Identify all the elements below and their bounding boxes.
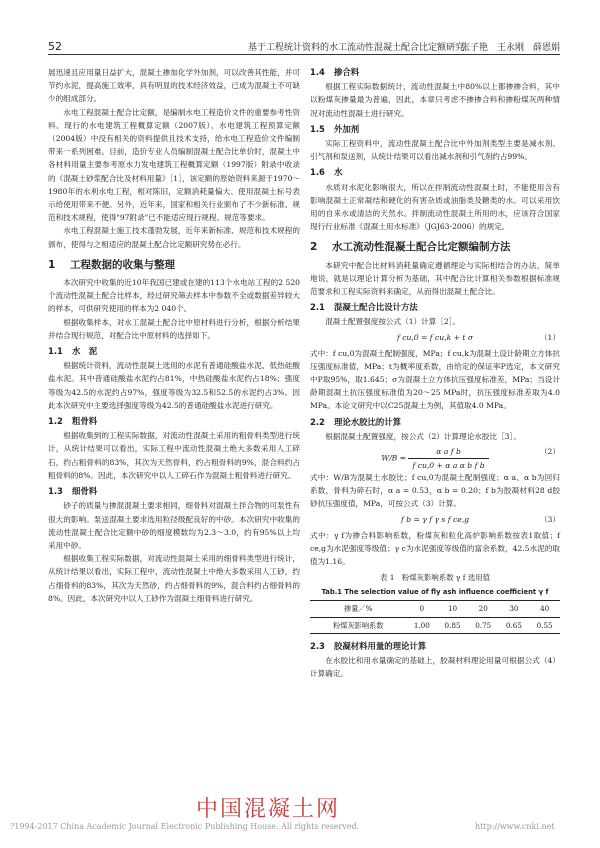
subsection-title: 水 泥 [72, 346, 98, 357]
running-title: 基于工程统计资料的水工流动性混凝土配合比定额研究 [248, 43, 465, 53]
formula-number: （1） [539, 332, 560, 342]
table-header-cell: 10 [437, 601, 468, 617]
section-number: 1 [48, 258, 56, 271]
subsection-heading-1-3 [48, 485, 300, 498]
table-header-row [310, 601, 560, 617]
paragraph: 根据工程实际数据统计，流动性混凝土中80%以上都掺掺合料，其中以粉煤灰掺量最为普遍，因此，本章只考虑不掺掺合料和掺粉煤灰两种情况对流动性混凝土进行研究。 [310, 82, 560, 118]
table-cell: 0.65 [499, 617, 530, 633]
footer-url: http://www.cnki.net [475, 822, 555, 831]
subsection-number: 1.1 [48, 346, 63, 357]
subsection-title: 水 [334, 167, 343, 178]
subsection-number: 1.5 [310, 123, 325, 134]
section-heading-2 [310, 241, 560, 254]
formula-number: （3） [539, 514, 560, 524]
subsection-number: 2.3 [310, 640, 325, 651]
subsection-title: 粗骨料 [72, 416, 98, 427]
subsection-heading-2-2 [310, 416, 560, 429]
paragraph: 根据收集工程实际数据，对流动性混凝土采用的细骨料类型进行统计，从统计结果以看出，实际工程中，流动性混凝土中绝大多数采用人工砂，约占细骨料的83%，其次为天然砂，约占细骨料的9%，混合料约占细骨料的8%。因此，本次研究中以人工砂作为混凝土细骨料进行研究。 [48, 554, 300, 603]
section-number: 2 [310, 241, 318, 254]
left-column [48, 66, 300, 605]
site-watermark: 中国混凝土网 [196, 797, 341, 822]
paragraph: 根据收集到的工程实际数据，对流动性混凝土采用的粗骨料类型进行统计，从统计结果可以看出，实际工程中流动性混凝土绝大多数采用人工碎石，约占粗骨料的83%，其次为天然骨料，约占粗骨料的9%，混合料约占粗骨料的8%。因此，本次研究中以人工碎石作为混凝土粗骨料进行研究。 [48, 431, 300, 480]
formula-denominator: f cu,0 + α a α b f b [412, 461, 485, 471]
subsection-heading-1-2 [48, 415, 300, 428]
formula-3 [310, 513, 560, 527]
formula-expression: f b = γ f γ s f ce,g [401, 514, 469, 524]
table-cell: 0.85 [437, 617, 468, 633]
subsection-number: 1.4 [310, 67, 325, 77]
section-title: 工程数据的收集与整理 [70, 258, 175, 271]
page-number: 52 [48, 40, 62, 53]
paragraph: 本次研究中收集的近10年我国已建或在建的113个水电站工程的2 520个流动性混凝土配合比样本，经过研究筛去样本中参数不全或数据差异较大的样本，可供研究使用的样本为2 040个。 [48, 278, 300, 314]
subsection-title: 胶凝材料用量的理论计算 [334, 640, 427, 651]
page-header [48, 38, 560, 55]
table-header-cell: 30 [499, 601, 530, 617]
table-header-cell: 0 [406, 601, 437, 617]
paragraph: 式中：f cu,0为混凝土配制强度，MPa；f cu,k为混凝土设计龄期立方体抗压强度标准值，MPa；t为概率度系数，由给定的保证率P选定，本文研究中P取95%，取1.645；σ为混凝土立方体抗压强度标准差，MPa；当设计龄期混凝土抗压强度标准值为20～25 MPa时，抗压强度标准差取为4.0 MPa。本论文研究中以C25混凝土为例，其值取4.0 MPa。 [310, 348, 560, 411]
table-cell: 粉煤灰影响系数 [310, 617, 406, 633]
formula-expression: f cu,0 = f cu,k + t σ [396, 332, 474, 342]
paragraph: 根据收集样本，对水工混凝土配合比中原材料进行分析，根据分析结果并结合现行规范，对配合比中原材料的选择如下。 [48, 317, 300, 340]
page-footer [10, 822, 555, 831]
table-header-cell: 20 [468, 601, 499, 617]
section-title: 水工流动性混凝土配合比定额编制方法 [332, 241, 511, 254]
table-header-cell: 40 [529, 601, 560, 617]
paragraph: 根据混凝土配置强度，按公式（2）计算理论水胶比［3］。 [325, 431, 521, 441]
right-column [310, 66, 560, 680]
subsection-heading-2-3 [310, 640, 560, 653]
formula-numerator: α a f b [408, 445, 488, 459]
section-heading-1 [48, 259, 300, 272]
subsection-heading-1-1 [48, 345, 300, 358]
table-row [310, 617, 560, 633]
formula-lhs: W/B = [381, 453, 407, 463]
subsection-heading-1-4 [310, 66, 560, 79]
formula-fraction [408, 445, 488, 472]
subsection-title: 理论水胶比的计算 [334, 416, 401, 427]
paragraph: 式中：γ f为掺合料影响系数，粉煤灰和粒化高炉影响系数按表1取值；f ce,g为水泥强度等级值；γ c为水泥强度等级值的富余系数，42.5水泥的取值为1.16。 [310, 530, 560, 567]
table-cell: 0.75 [468, 617, 499, 633]
formula-1 [310, 331, 560, 345]
subsection-number: 1.3 [48, 486, 63, 497]
table-caption-en: Tab.1 The selection value of fly ash influence coefficient γ f [321, 588, 549, 597]
subsection-number: 1.2 [48, 416, 63, 427]
subsection-number: 2.2 [310, 416, 325, 427]
table-header-cell: 掺量／% [310, 601, 406, 617]
formula-2 [310, 445, 560, 469]
fly-ash-coefficient-table [310, 600, 560, 633]
running-authors: 张子艳 王永刚 薛恩娟 [460, 43, 560, 53]
paragraph: 水质对水泥化影响很大，所以在拌制流动性混凝土时，不能使用含有影响混凝土正常凝结和硬化的有害杂质或油脂类及糖类的水。可以采用饮用的自来水或清洁的天然水。拌制流动性混凝土所用的水，应该符合国家现行行业标准《混凝土用水标准》（JGJ63-2006）的规定。 [310, 182, 560, 232]
subsection-number: 2.1 [310, 302, 325, 313]
table-caption-cn: 表 1 粉煤灰影响系数 γ f 选用值 [380, 573, 490, 583]
table-cell: 1.00 [406, 617, 437, 633]
paragraph: 展迅速且应用量日益扩大，混凝土掺加化学外加剂，可以改善其性能，并可节约水泥，提高施工效率，具有明显的技术经济效益，已成为混凝土不可缺少的组成部分。 [48, 68, 300, 104]
formula-number: （2） [539, 447, 560, 457]
paragraph: 在水胶比和用水量确定的基础上，胶凝材料理论用量可根据公式（4）计算确定。 [310, 655, 560, 679]
paragraph: 水电工程混凝土配合比定额，是编制水电工程造价文件的重要参考性资料。现行的水电建筑工程概算定额（2007版）、水电建筑工程预算定额（2004版）中没有相关的资料提供且技术支持，给水电工程造价文件编制带来一系列困难。目前，造价专业人员编制混凝土配合比单价时，混凝土中各材料用量主要参考原水力发电建筑工程概算定额（1997版）附录中收录的《混凝土砂浆配合比及材料用量》［1］，该定额的原始资料来源于1970～1980年的水利水电工程，相对陈旧，定额消耗量偏大、使用混凝土标号表示给使用带来不便。另外，近年来，国家和相关行业颁布了不少新标准、规范和技术规程，使得"97附录"已不能适应现行规程、规范等要求。 [48, 107, 300, 223]
paragraph: 实际工程资料中，流动性混凝土配合比中外加剂类型主要是减水剂、引气剂和泵送剂，从统计结果可以看出减水剂和引气剂约占99%。 [310, 139, 560, 162]
paragraph: 根据统计资料，流动性混凝土选用的水泥有普通硅酸盐水泥、低热硅酸盐水泥。其中普通硅酸盐水泥约占81%，中热硅酸盐水泥约占18%；强度等级为42.5的水泥约占97%，强度等级为32.5和52.5的水泥约占3%。因此本次研究中主要选择强度等级为42.5的普通硅酸盐水泥进行研究。 [48, 361, 300, 410]
paragraph: 水电工程混凝土施工技术蓬勃发展，近年来新标准、规范和技术规程的颁布，使得与之相适应的混凝土配合比定额研究势在必行。 [48, 226, 300, 249]
subsection-title: 掺合料 [334, 67, 360, 77]
paragraph: 混凝土配置强度按公式（1）计算［2］。 [325, 317, 461, 327]
table-cell: 0.55 [529, 617, 560, 633]
footer-copyright: ?1994-2017 China Academic Journal Electronic Publishing House. All rights reserved. [10, 822, 360, 831]
paragraph: 本研究中配合比材料消耗量确定遵循理论与实际相结合的办法，简单地说，就是以理论计算分析为基础，其中配合比计算相关参数根据标准规范要求和工程实际资料来确定，从而得出混凝土配合比。 [310, 260, 560, 297]
subsection-title: 混凝土配合比设计方法 [334, 302, 418, 313]
subsection-heading-2-1 [310, 301, 560, 314]
paragraph: 式中：W/B为混凝土水胶比；f cu,0为混凝土配制强度；α a、α b为回归系数，骨料为碎石时，α a = 0.53，α b = 0.20；f b为胶凝材料28 d胶砂抗压强度值，MPa，可按公式（3）计算。 [310, 473, 560, 509]
subsection-number: 1.6 [310, 167, 325, 178]
subsection-title: 外加剂 [334, 123, 360, 134]
subsection-heading-1-5 [310, 123, 560, 136]
subsection-heading-1-6 [310, 166, 560, 179]
paragraph: 砂子的质量与掺混混凝土要求相同，细骨料对混凝土拌合物的可泵性有很大的影响。泵送混凝土要求选用粒径级配良好的中砂。本次研究中收集的流动性混凝土配合比定额中砂的细度模数均为2.3～3.0，约有95%以上均采用中砂。 [48, 501, 300, 550]
subsection-title: 细骨料 [72, 486, 98, 497]
